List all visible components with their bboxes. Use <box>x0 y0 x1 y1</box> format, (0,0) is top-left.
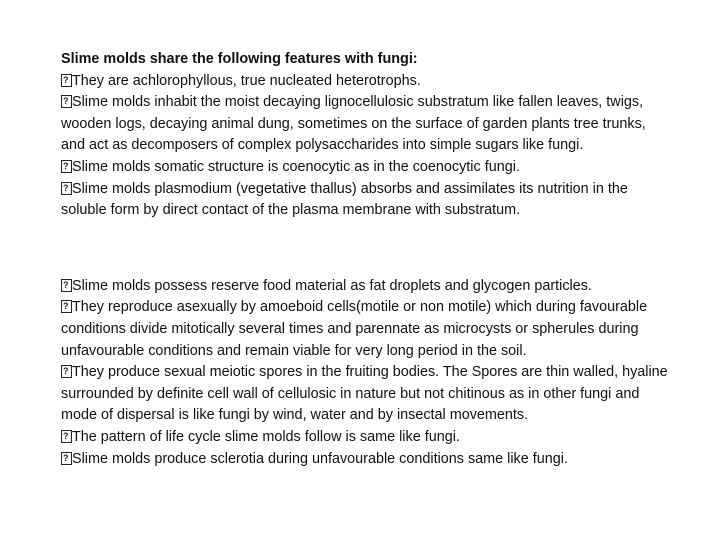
bullet-text: They reproduce asexually by amoeboid cells(motile or non motile) which during favourable conditions divide mitotically several times and parennate as microcysts or spherules during unfavourable conditions and remain viable for very long period in the soil. <box>61 299 648 359</box>
bullet-point <box>61 92 673 157</box>
bullet-text: Slime molds produce sclerotia during unfavourable conditions same like fungi. <box>72 450 568 467</box>
paragraph-gap <box>61 222 673 276</box>
bullet-text: Slime molds plasmodium (vegetative thallus) absorbs and assimilates its nutrition in the soluble form by direct contact of the plasma membrane with substratum. <box>61 180 628 219</box>
bullet-text: Slime molds somatic structure is coenocytic as in the coenocytic fungi. <box>72 158 520 175</box>
missing-glyph-icon <box>61 365 72 378</box>
missing-glyph-icon <box>61 74 72 87</box>
slide-text-body <box>61 49 673 470</box>
bullet-text: Slime molds inhabit the moist decaying lignocellulosic substratum like fallen leaves, twigs, wooden logs, decaying animal dung, sometimes on the surface of garden plants tree trunks, and act as decomposers of complex polysaccharides into simple sugars like fungi. <box>61 94 646 154</box>
bullet-point <box>61 71 673 93</box>
bullet-text: The pattern of life cycle slime molds follow is same like fungi. <box>72 428 460 445</box>
missing-glyph-icon <box>61 95 72 108</box>
bullet-point <box>61 297 673 362</box>
bullet-point <box>61 427 673 449</box>
missing-glyph-icon <box>61 279 72 292</box>
missing-glyph-icon <box>61 430 72 443</box>
bullet-point <box>61 157 673 179</box>
bullet-text: They are achlorophyllous, true nucleated heterotrophs. <box>72 72 421 89</box>
bullet-point <box>61 362 673 427</box>
bullet-text: Slime molds possess reserve food material as fat droplets and glycogen particles. <box>72 277 592 294</box>
missing-glyph-icon <box>61 452 72 465</box>
bullet-text: They produce sexual meiotic spores in the fruiting bodies. The Spores are thin walled, hyaline surrounded by definite cell wall of cellulosic in nature but not chitinous as in other fungi and mode of dispersal is like fungi by wind, water and by insectal movements. <box>61 364 668 424</box>
bullet-point <box>61 179 673 222</box>
missing-glyph-icon <box>61 300 72 313</box>
bullet-point <box>61 276 673 298</box>
slide-heading: Slime molds share the following features with fungi: <box>61 51 418 67</box>
bullet-point <box>61 449 673 471</box>
missing-glyph-icon <box>61 160 72 173</box>
missing-glyph-icon <box>61 182 72 195</box>
